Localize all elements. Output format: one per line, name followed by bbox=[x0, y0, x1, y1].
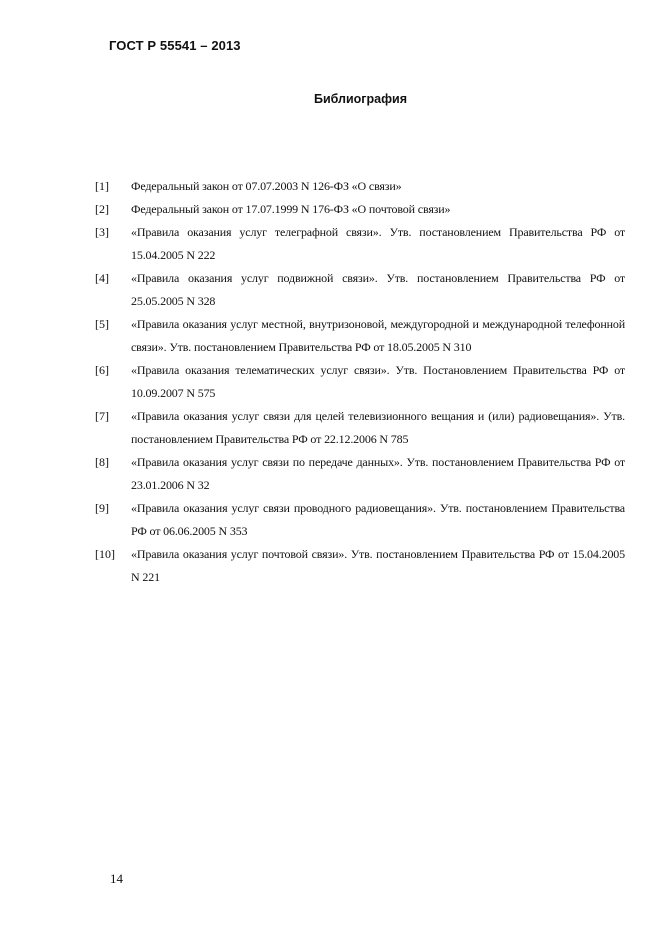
list-item bbox=[95, 198, 625, 221]
reference-text: «Правила оказания услуг связи проводного радиовещания». Утв. постановлением Правительства РФ от 06.06.2005 N 353 bbox=[131, 501, 625, 538]
page-number: 14 bbox=[110, 871, 123, 886]
list-item bbox=[95, 267, 625, 313]
list-item bbox=[95, 451, 625, 497]
list-item bbox=[95, 175, 625, 198]
bibliography-list bbox=[95, 175, 625, 589]
reference-text: «Правила оказания услуг телеграфной связи». Утв. постановлением Правительства РФ от 15.04.2005 N 222 bbox=[131, 225, 625, 262]
reference-text: «Правила оказания услуг почтовой связи». Утв. постановлением Правительства РФ от 15.04.2005 N 221 bbox=[131, 547, 625, 584]
reference-number: [4] bbox=[95, 271, 109, 285]
reference-number: [9] bbox=[95, 501, 109, 515]
reference-text: Федеральный закон от 07.07.2003 N 126-ФЗ «О связи» bbox=[131, 179, 402, 193]
reference-text: Федеральный закон от 17.07.1999 N 176-ФЗ «О почтовой связи» bbox=[131, 202, 451, 216]
reference-number: [8] bbox=[95, 455, 109, 469]
list-item bbox=[95, 405, 625, 451]
reference-text: «Правила оказания услуг связи для целей телевизионного вещания и (или) радиовещания». Утв. постановлением Правительства РФ от 22.12.2006 N 785 bbox=[131, 409, 625, 446]
list-item bbox=[95, 543, 625, 589]
reference-text: «Правила оказания услуг связи по передаче данных». Утв. постановлением Правительства РФ от 23.01.2006 N 32 bbox=[131, 455, 625, 492]
reference-number: [1] bbox=[95, 179, 109, 193]
reference-text: «Правила оказания услуг подвижной связи». Утв. постановлением Правительства РФ от 25.05.2005 N 328 bbox=[131, 271, 625, 308]
reference-number: [2] bbox=[95, 202, 109, 216]
reference-text: «Правила оказания телематических услуг связи». Утв. Постановлением Правительства РФ от 10.09.2007 N 575 bbox=[131, 363, 625, 400]
list-item bbox=[95, 359, 625, 405]
list-item bbox=[95, 313, 625, 359]
reference-text: «Правила оказания услуг местной, внутризоновой, междугородной и международной телефонной связи». Утв. постановлением Правительства РФ от 18.05.2005 N 310 bbox=[131, 317, 625, 354]
reference-number: [10] bbox=[95, 547, 115, 561]
reference-number: [3] bbox=[95, 225, 109, 239]
reference-number: [6] bbox=[95, 363, 109, 377]
document-header: ГОСТ Р 55541 – 2013 bbox=[109, 38, 241, 53]
list-item bbox=[95, 497, 625, 543]
section-title: Библиография bbox=[313, 92, 408, 106]
list-item bbox=[95, 221, 625, 267]
reference-number: [7] bbox=[95, 409, 109, 423]
reference-number: [5] bbox=[95, 317, 109, 331]
